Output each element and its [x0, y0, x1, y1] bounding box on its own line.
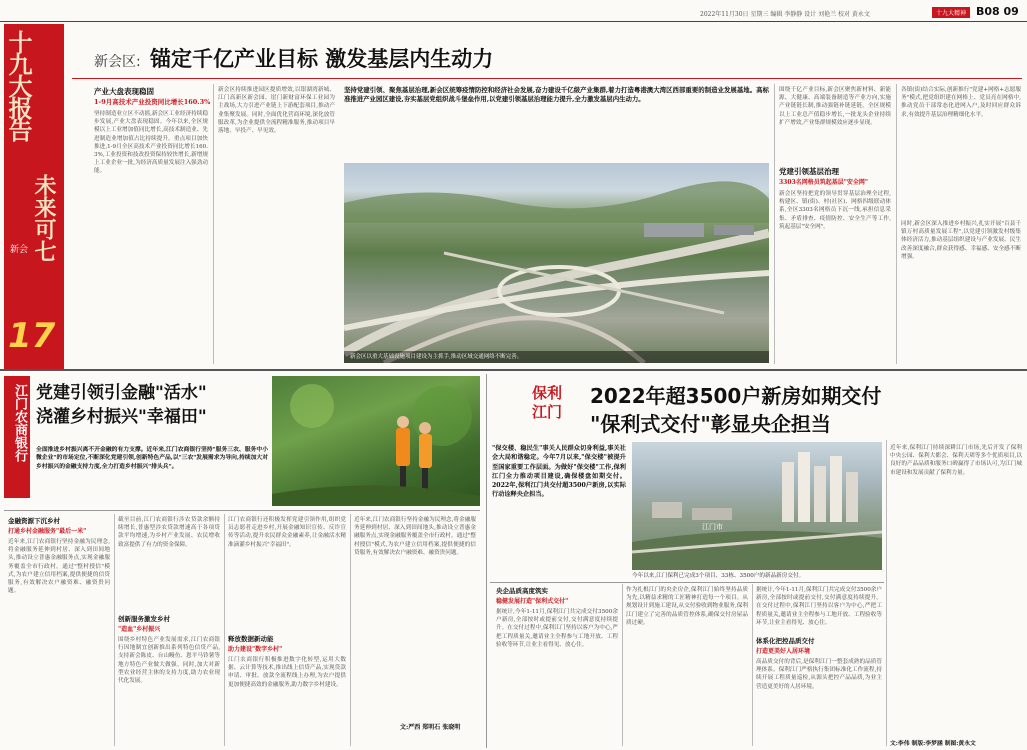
- story2-title1: 党建引领引金融"活水": [36, 383, 207, 403]
- story3-sub2: 体系化把控品质交付: [756, 637, 815, 645]
- story2-body5-b: 近年来,江门农商银行坚持金融为民理念,将金融服务延伸到村居、深入到田间地头,推动设立普惠金融服务点,实现金融服务覆盖全市行政村。通过"整村授信"模式,为农户建立信用档案,提供便捷的信贷服务,有效解决农户融资难、融资贵问题。: [354, 517, 476, 556]
- story1-lead: 坚持党建引领、聚焦基层治理,新会区统筹疫情防控和经济社会发展,奋力建设千亿级产业集群,着力打造粤港澳大湾区西部重要的制造业发展基地。高标准推进产业园区建设,夯实基层党组织战斗堡垒作用,以党建引领基层治理能力提升,全力激发基层内生动力。: [344, 86, 769, 103]
- story1-sub1b: 1-9月高技术产业投资同比增长160.3%: [94, 98, 211, 106]
- story3-body2: 作为扎根江门的央企房企,保利江门始终坚持品质为先,以精益求精的工匠精神打造每一个项目。从规划设计到施工建设,从交付验收到物业服务,保利江门建立了完善的品质管控体系,确保交付房屋品质过硬。: [626, 587, 748, 626]
- bank-staff-in-field-illustration: [272, 376, 480, 506]
- story3-side-label: 保利江门: [532, 384, 563, 421]
- story2-photo: [272, 376, 480, 506]
- date-line: 2022年11月30日 星期三 编辑 李静静 设计 刘艳兰 校对 黄永文: [700, 11, 870, 18]
- masthead-banner: [4, 24, 64, 369]
- story1-body2: 新会区持续推进园区提质增效,以银湖湾新城、江门高新区新会园、崖门新财富环保工业园为主战场,大力引进产业链上下游配套项目,推动产业集聚发展。同时,全面优化营商环境,深化放管服改革,为企业提供全流程精准服务,推动项目早落地、早投产、早见效。: [218, 87, 335, 135]
- story2-title2: 浇灌乡村振兴"幸福田": [36, 407, 207, 427]
- story1-photo: [344, 163, 769, 363]
- story3-sub1b: 稳健发展打造"保利式交付": [496, 598, 569, 605]
- story3-map-label: 江门市: [702, 523, 723, 531]
- story2-body4: 江门农商银行还积极发挥党建引领作用,组织党员志愿者走进乡村,开展金融知识宣传、反诈宣传等活动,提升农民群众金融素养,让金融活水精准滴灌乡村振兴"幸福田"。: [228, 517, 346, 548]
- story2-sub1: 金融资源下沉乡村: [8, 517, 60, 525]
- story2-body1: 近年来,江门农商银行坚持金融为民理念,将金融服务延伸到村居、深入到田间地头,推动设立普惠金融服务点,实现金融服务覆盖全市行政村。通过"整村授信"模式,为农户建立信用档案,提供便捷的信贷服务,有效解决农户融资难、融资贵问题。: [8, 539, 110, 595]
- story2-side-label: [4, 376, 30, 498]
- story2-body2: 截至目前,江门农商银行涉农贷款余额持续增长,普惠型涉农贷款增速高于各项贷款平均增速,为乡村产业发展、农民增收致富提供了有力的资金保障。: [118, 517, 220, 548]
- story1-region: 新会区:: [94, 54, 141, 70]
- story2-body3: 围绕乡村特色产业发展需求,江门农商银行因地制宜创新推出系列特色信贷产品,支持新会陈皮、台山鳗鱼、恩平马铃薯等地方特色产业做大做强。同时,加大对新型农业经营主体的支持力度,助力农业现代化发展。: [118, 637, 220, 685]
- story1-title: 锚定千亿产业目标 激发基层内生动力: [150, 47, 494, 71]
- story1-sub2b: 3303名网格员筑起基层"安全网": [779, 179, 868, 186]
- tag-badge: 十九大精神: [932, 7, 970, 18]
- story3-body3: 高品质交付的背后,是保利江门一整套成熟的品质管理体系。保利江门严格执行集团标准化工作流程,持续开展工程质量巡检,从源头把控产品品质,为业主营造更美好的人居环境。: [756, 659, 882, 690]
- story3-title1: 2022年超3500户新房如期交付: [590, 384, 882, 408]
- masthead-vertical-sub: 未来可七: [31, 174, 57, 262]
- story2-credit: 文:严西 郑明石 张晓明: [400, 724, 461, 731]
- story1-body1: 坚持制造业立区不动摇,新会区工业经济持续稳步发展,产业大盘表现稳固。今年以来,全区规模以上工业增加值同比增长,高技术制造业、先进制造业增加值占比持续提升。重点项目加快推进,1-9月全区高技术产业投资同比增长160.3%,工业投资和技改投资保持较快增长,新增规上工业企业一批,为经济高质量发展注入强劲动能。: [94, 111, 208, 175]
- story3-title2: "保利式交付"彰显央企担当: [590, 412, 831, 436]
- masthead-section: 新会: [10, 245, 29, 255]
- page-number: B08 09: [976, 5, 1019, 18]
- top-header: [0, 0, 1027, 22]
- story3-photo: [632, 442, 882, 570]
- story2-side-label-text: 江门农商银行: [12, 384, 27, 462]
- highway-interchange-illustration: [344, 163, 769, 363]
- story3-sub1: 央企品质高度筑实: [496, 587, 548, 595]
- story1-sub1: 产业大盘表现稳固: [94, 87, 154, 96]
- story2-sub2: 创新服务激发乡村: [118, 615, 170, 623]
- masthead-vertical-title: 十九大报告: [4, 30, 33, 140]
- residential-towers-illustration: [632, 442, 882, 570]
- story1-sub2: 党建引领基层治理: [779, 167, 839, 176]
- story1-body6: 同时,新会区深入推进乡村振兴,扎实开展"百县千镇万村高质量发展工程",以党建引领激发村级集体经济活力,推动基层组织建设与产业发展、民生改善深度融合,群众获得感、幸福感、安全感不断增强。: [901, 221, 1021, 260]
- story3-sub2b: 打造更美好人居环境: [756, 648, 811, 655]
- story1-body5: 各镇(街)结合实际,创新推行"党建+网格+志愿服务"模式,把党组织建在网格上、党员亮在网格中,推动党员干部常态化进网入户,及时回应群众诉求,有效提升基层治理精细化水平。: [901, 87, 1021, 118]
- story3-credit: 文:李伟 制版:李梦涵 制图:黄永文: [890, 741, 976, 747]
- masthead-number: 17: [8, 316, 56, 356]
- story3-photo-caption: 今年以来,江门保利已完成3个项目、33栋、3500户的新品新房交付。: [632, 573, 805, 579]
- story3-body1: 据统计,今年1-11月,保利江门共完成交付3500余户新房,全部按时或提前交付,交付满意度持续提升。在交付过程中,保利江门坚持以客户为中心,严把工程质量关,邀请业主全程参与工地开放、工程验收等环节,让业主看得见、放心住。: [496, 609, 618, 648]
- story2-lead: 全面推进乡村振兴离不开金融的有力支撑。近年来,江门农商银行坚持"服务三农、服务中小微企业"的市场定位,不断深化党建引领,创新特色产品,以"三农"发展需求为导向,持续加大对乡村振兴的金融支持力度,全力打造乡村振兴"排头兵"。: [36, 447, 268, 470]
- story3-lead: "保交楼、稳民生"事关人民群众切身利益,事关社会大局和谐稳定。今年7月以来,"保交楼"被提升至国家重要工作层面。为做好"保交楼"工作,保利江门全力推动项目建设,确保楼盘如期交付。2022年,保利江门共交付超3500户新房,以实际行动诠释央企担当。: [492, 445, 626, 499]
- story2-sub3: 释放数据新动能: [228, 635, 274, 643]
- story1-title-block: [72, 38, 772, 72]
- story2-sub3b: 助力建设"数字乡村": [228, 646, 283, 653]
- story2-sub1b: 打通乡村金融服务"最后一米": [8, 528, 87, 535]
- story2-sub2b: "造血"乡村振兴: [118, 626, 161, 633]
- story1-photo-caption: 新会区以重大基础设施项目建设为主抓手,推动区域交通网络不断完善。: [344, 351, 769, 363]
- story1-body4: 新会区坚持把党的领导贯穿基层治理全过程,构建区、镇(街)、村(社区)、网格四级联动体系,全区3303名网格员下沉一线,承担信息采集、矛盾排查、疫情防控、安全生产等工作,筑起基层"安全网"。: [779, 191, 891, 230]
- story2-body5-a: 江门农商银行积极推进数字化转型,运用大数据、云计算等技术,推出线上信贷产品,实现贷款申请、审批、放款全流程线上办理,为农户提供更加便捷高效的金融服务,助力数字乡村建设。: [228, 657, 346, 688]
- story3-body3-pre: 据统计,今年1-11月,保利江门共完成交付3500余户新房,全部按时或提前交付,交付满意度持续提升。在交付过程中,保利江门坚持以客户为中心,严把工程质量关,邀请业主全程参与工地开放、工程验收等环节,让业主看得见、放心住。: [756, 587, 882, 626]
- story3-body-right: 近年来,保利江门持续深耕江门市场,先后开发了保利中央公园、保利大都会、保利天珺等多个优质项目,以良好的产品品质和服务口碑赢得了市场认可,为江门城市建设和发展贡献了保利力量。: [890, 445, 1022, 476]
- story1-body3: 围绕千亿产业目标,新会区聚焦新材料、新能源、大健康、高端装备制造等产业方向,实施产业链链长制,推动强链补链延链。全区规模以上工业总产值稳步增长,一批龙头企业持续扩产增效,产业集群规模效应逐步显现。: [779, 87, 891, 126]
